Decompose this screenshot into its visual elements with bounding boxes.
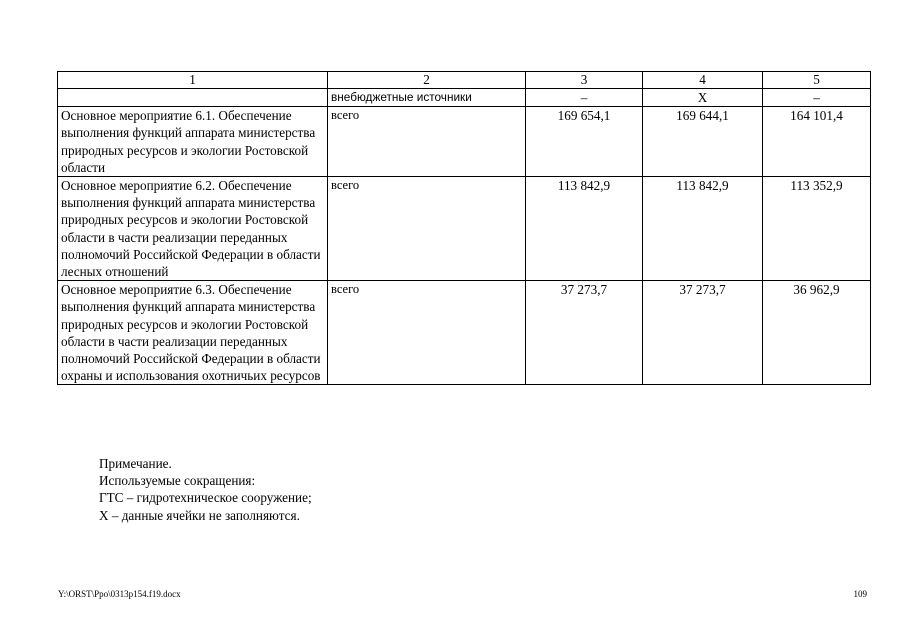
- row-value-col3: 169 654,1: [526, 107, 643, 177]
- row-value-col5: –: [763, 89, 871, 107]
- footer-file-path: Y:\ORST\Ppo\0313p154.f19.docx: [58, 589, 181, 599]
- row-funding-source: всего: [328, 177, 526, 281]
- row-value-col5: 113 352,9: [763, 177, 871, 281]
- row-value-col4: 37 273,7: [643, 281, 763, 385]
- row-value-col5: 36 962,9: [763, 281, 871, 385]
- row-funding-source: всего: [328, 281, 526, 385]
- note-block: [99, 455, 312, 524]
- row-description: Основное мероприятие 6.3. Обеспечение выполнения функций аппарата министерства природных ресурсов и экологии Ростовской области в части реализации переданных полномочий Российской Федерации в области охраны и использования охотничьих ресурсов: [58, 281, 328, 385]
- column-header-4: 4: [643, 72, 763, 89]
- row-value-col3: 113 842,9: [526, 177, 643, 281]
- column-header-1: 1: [58, 72, 328, 89]
- row-description: Основное мероприятие 6.1. Обеспечение выполнения функций аппарата министерства природных ресурсов и экологии Ростовской области: [58, 107, 328, 177]
- row-value-col3: 37 273,7: [526, 281, 643, 385]
- table-row: [58, 177, 871, 281]
- column-header-3: 3: [526, 72, 643, 89]
- note-abbreviation-gts: ГТС – гидротехническое сооружение;: [99, 490, 312, 506]
- row-value-col3: –: [526, 89, 643, 107]
- row-value-col4: 169 644,1: [643, 107, 763, 177]
- table-header-row: [58, 72, 871, 89]
- column-header-5: 5: [763, 72, 871, 89]
- budget-table: [57, 71, 871, 385]
- row-funding-source: всего: [328, 107, 526, 177]
- table-row: [58, 89, 871, 107]
- page-number: 109: [853, 589, 867, 599]
- row-value-col4: Х: [643, 89, 763, 107]
- row-value-col4: 113 842,9: [643, 177, 763, 281]
- row-description: [58, 89, 328, 107]
- column-header-2: 2: [328, 72, 526, 89]
- note-abbreviations-heading: Используемые сокращения:: [99, 473, 256, 489]
- row-funding-source: внебюджетные источники: [328, 89, 526, 107]
- row-description: Основное мероприятие 6.2. Обеспечение выполнения функций аппарата министерства природных ресурсов и экологии Ростовской области в части реализации переданных полномочий Российской Федерации в области лесных отношений: [58, 177, 328, 281]
- table-row: [58, 281, 871, 385]
- table-row: [58, 107, 871, 177]
- note-title: Примечание.: [99, 456, 172, 471]
- row-value-col5: 164 101,4: [763, 107, 871, 177]
- note-abbreviation-x: Х – данные ячейки не заполняются.: [99, 507, 300, 523]
